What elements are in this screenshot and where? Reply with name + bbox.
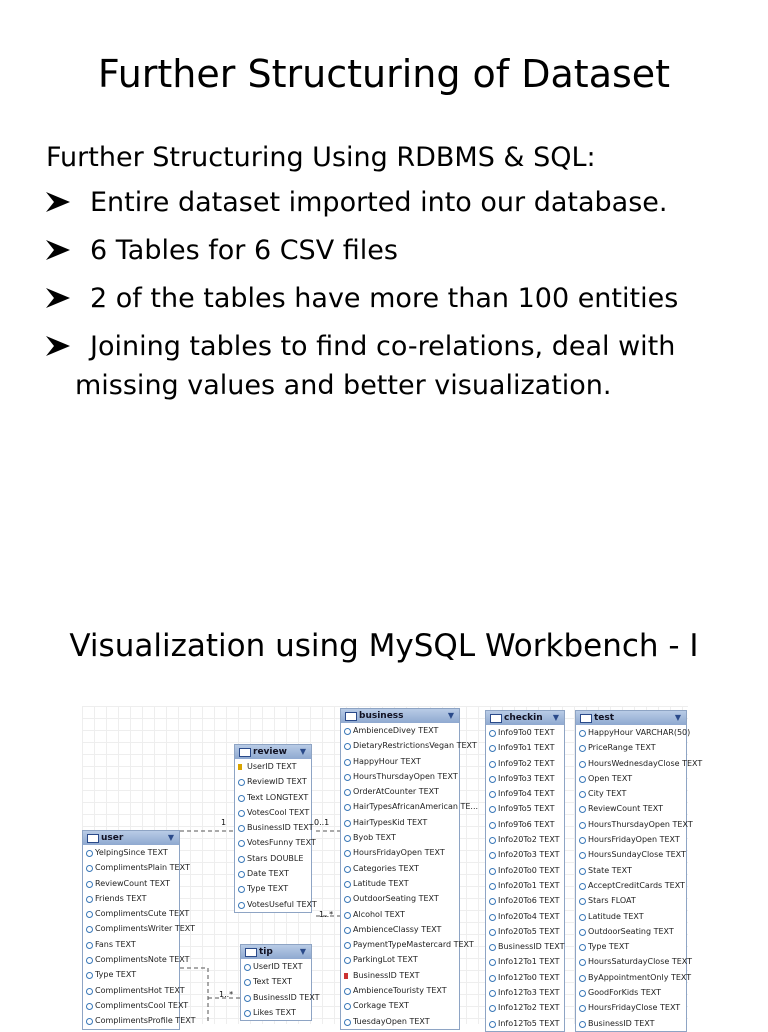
column-row: Info9To5 TEXT [486, 801, 564, 816]
column-row: Date TEXT [235, 866, 311, 881]
column-row: ComplimentsCute TEXT [83, 906, 179, 921]
bullet-text: Entire dataset imported into our database. [90, 187, 668, 218]
column-row: Info12To0 TEXT [486, 970, 564, 985]
column-row: Stars DOUBLE [235, 851, 311, 866]
table-icon [245, 948, 257, 957]
column-row: Latitude TEXT [576, 909, 686, 924]
column-row: VotesFunny TEXT [235, 835, 311, 850]
column-row: PriceRange TEXT [576, 740, 686, 755]
table-header[interactable] [241, 945, 311, 959]
column-row: AmbienceClassy TEXT [341, 922, 459, 937]
column-row: Open TEXT [576, 771, 686, 786]
table-icon [345, 712, 357, 721]
column-row: AmbienceTouristy TEXT [341, 983, 459, 998]
bullet-text: Joining tables to find co-relations, deal with [90, 331, 676, 362]
bullet-text: 2 of the tables have more than 100 entities [90, 283, 679, 314]
column-row: HoursSundayClose TEXT [576, 847, 686, 862]
column-row: VotesUseful TEXT [235, 897, 311, 912]
column-row: ComplimentsWriter TEXT [83, 921, 179, 936]
column-row: Fans TEXT [83, 937, 179, 952]
column-row: ReviewID TEXT [235, 774, 311, 789]
chevron-down-icon[interactable]: ▼ [447, 711, 454, 720]
table-name: user [101, 833, 124, 843]
column-row: Friends TEXT [83, 891, 179, 906]
table-header[interactable] [235, 745, 311, 759]
column-row: HoursWednesdayClose TEXT [576, 756, 686, 771]
column-row: AcceptCreditCards TEXT [576, 878, 686, 893]
column-row: HairTypesKid TEXT [341, 815, 459, 830]
column-row: ByAppointmentOnly TEXT [576, 970, 686, 985]
column-row: Text LONGTEXT [235, 790, 311, 805]
column-row: BusinessID TEXT [576, 1016, 686, 1031]
erd-diagram [82, 706, 703, 1028]
column-row: HairTypesAfricanAmerican TE... [341, 799, 459, 814]
column-row: ReviewCount TEXT [83, 876, 179, 891]
column-row: Info9To4 TEXT [486, 786, 564, 801]
column-row: Byob TEXT [341, 830, 459, 845]
column-row: Info20To1 TEXT [486, 878, 564, 893]
bullet-item [46, 279, 746, 318]
column-row: TuesdayOpen TEXT [341, 1014, 459, 1029]
table-icon [490, 714, 502, 723]
column-row: BusinessID TEXT [241, 990, 311, 1005]
column-row: Corkage TEXT [341, 998, 459, 1013]
column-row: HappyHour VARCHAR(50) [576, 725, 686, 740]
slide-title: Further Structuring of Dataset [97, 52, 671, 96]
bullet-item [46, 183, 746, 222]
column-row: Info20To0 TEXT [486, 863, 564, 878]
column-row: OutdoorSeating TEXT [576, 924, 686, 939]
table-name: business [359, 711, 404, 721]
tip-table[interactable] [240, 944, 320, 1021]
column-row: ComplimentsPlain TEXT [83, 860, 179, 875]
column-row: Info20To6 TEXT [486, 893, 564, 908]
column-row: Type TEXT [576, 939, 686, 954]
column-row: UserID TEXT [241, 959, 311, 974]
column-row: Type TEXT [235, 881, 311, 896]
column-row: HoursSaturdayClose TEXT [576, 954, 686, 969]
column-row: Latitude TEXT [341, 876, 459, 891]
table-header[interactable] [83, 831, 179, 845]
column-row: ComplimentsHot TEXT [83, 983, 179, 998]
column-row: Categories TEXT [341, 861, 459, 876]
column-row: ComplimentsCool TEXT [83, 998, 179, 1013]
bullet-text-continuation: missing values and better visualization. [75, 370, 612, 401]
subheading: Further Structuring Using RDBMS & SQL: [46, 142, 596, 173]
column-row: Info9To2 TEXT [486, 756, 564, 771]
arrow-bullet-icon [46, 336, 70, 356]
column-row: Info20To3 TEXT [486, 847, 564, 862]
column-row: Likes TEXT [241, 1005, 311, 1020]
chevron-down-icon[interactable]: ▼ [167, 833, 174, 842]
column-row: OutdoorSeating TEXT [341, 891, 459, 906]
chevron-down-icon[interactable]: ▼ [299, 947, 306, 956]
cardinality-label: 1 [221, 818, 227, 827]
column-row: HoursThursdayOpen TEXT [341, 769, 459, 784]
column-row: PaymentTypeMastercard TEXT [341, 937, 459, 952]
column-row: BusinessID TEXT [235, 820, 311, 835]
table-header[interactable] [341, 709, 459, 723]
column-row: ComplimentsNote TEXT [83, 952, 179, 967]
column-row: OrderAtCounter TEXT [341, 784, 459, 799]
column-row: Info12To3 TEXT [486, 985, 564, 1000]
column-row: Text TEXT [241, 974, 311, 989]
arrow-bullet-icon [46, 192, 70, 212]
column-row: Alcohol TEXT [341, 907, 459, 922]
column-row: ComplimentsProfile TEXT [83, 1013, 179, 1028]
section-title: Visualization using MySQL Workbench - I [69, 628, 699, 664]
column-row: Info9To1 TEXT [486, 740, 564, 755]
column-row: ParkingLot TEXT [341, 952, 459, 967]
table-name: review [253, 747, 287, 757]
chevron-down-icon[interactable]: ▼ [299, 747, 306, 756]
column-row: Info20To5 TEXT [486, 924, 564, 939]
column-row: HappyHour TEXT [341, 754, 459, 769]
table-name: test [594, 713, 615, 723]
column-row: GoodForKids TEXT [576, 985, 686, 1000]
business-table[interactable] [340, 708, 479, 1030]
column-row: Info9To3 TEXT [486, 771, 564, 786]
bullet-item [46, 327, 746, 405]
column-row: State TEXT [576, 863, 686, 878]
bullet-text: 6 Tables for 6 CSV files [90, 235, 398, 266]
column-row: ReviewCount TEXT [576, 801, 686, 816]
cardinality-label: 0..1 [314, 818, 330, 827]
arrow-bullet-icon [46, 288, 70, 308]
chevron-down-icon[interactable]: ▼ [674, 713, 681, 722]
test-table[interactable] [575, 710, 703, 1032]
chevron-down-icon[interactable]: ▼ [552, 713, 559, 722]
table-header[interactable] [576, 711, 686, 725]
cardinality-label: 1..* [219, 990, 234, 999]
table-icon [239, 748, 251, 757]
column-row: VotesCool TEXT [235, 805, 311, 820]
column-row: HoursThursdayOpen TEXT [576, 817, 686, 832]
column-row: City TEXT [576, 786, 686, 801]
table-icon [87, 834, 99, 843]
column-row: Info12To2 TEXT [486, 1000, 564, 1015]
column-row: BusinessID TEXT [341, 968, 459, 983]
user-table[interactable] [82, 830, 196, 1030]
column-row: UserID TEXT [235, 759, 311, 774]
review-table[interactable] [234, 744, 317, 913]
bullet-item [46, 231, 746, 270]
table-name: checkin [504, 713, 543, 723]
column-row: Info9To6 TEXT [486, 817, 564, 832]
column-row: Info12To5 TEXT [486, 1016, 564, 1031]
column-row: AmbienceDivey TEXT [341, 723, 459, 738]
column-row: HoursFridayClose TEXT [576, 1000, 686, 1015]
column-row: Info9To0 TEXT [486, 725, 564, 740]
column-row: Stars FLOAT [576, 893, 686, 908]
cardinality-label: 1..* [319, 910, 334, 919]
column-row: HoursFridayOpen TEXT [341, 845, 459, 860]
column-row: Info12To1 TEXT [486, 954, 564, 969]
table-header[interactable] [486, 711, 564, 725]
checkin-table[interactable] [485, 710, 565, 1032]
column-row: BusinessID TEXT [486, 939, 564, 954]
column-row: Info20To2 TEXT [486, 832, 564, 847]
column-row: HoursFridayOpen TEXT [576, 832, 686, 847]
table-icon [580, 714, 592, 723]
arrow-bullet-icon [46, 240, 70, 260]
column-row: Info20To4 TEXT [486, 909, 564, 924]
table-name: tip [259, 947, 273, 957]
column-row: Type TEXT [83, 967, 179, 982]
column-row: YelpingSince TEXT [83, 845, 179, 860]
content-section [46, 142, 746, 414]
column-row: DietaryRestrictionsVegan TEXT [341, 738, 459, 753]
